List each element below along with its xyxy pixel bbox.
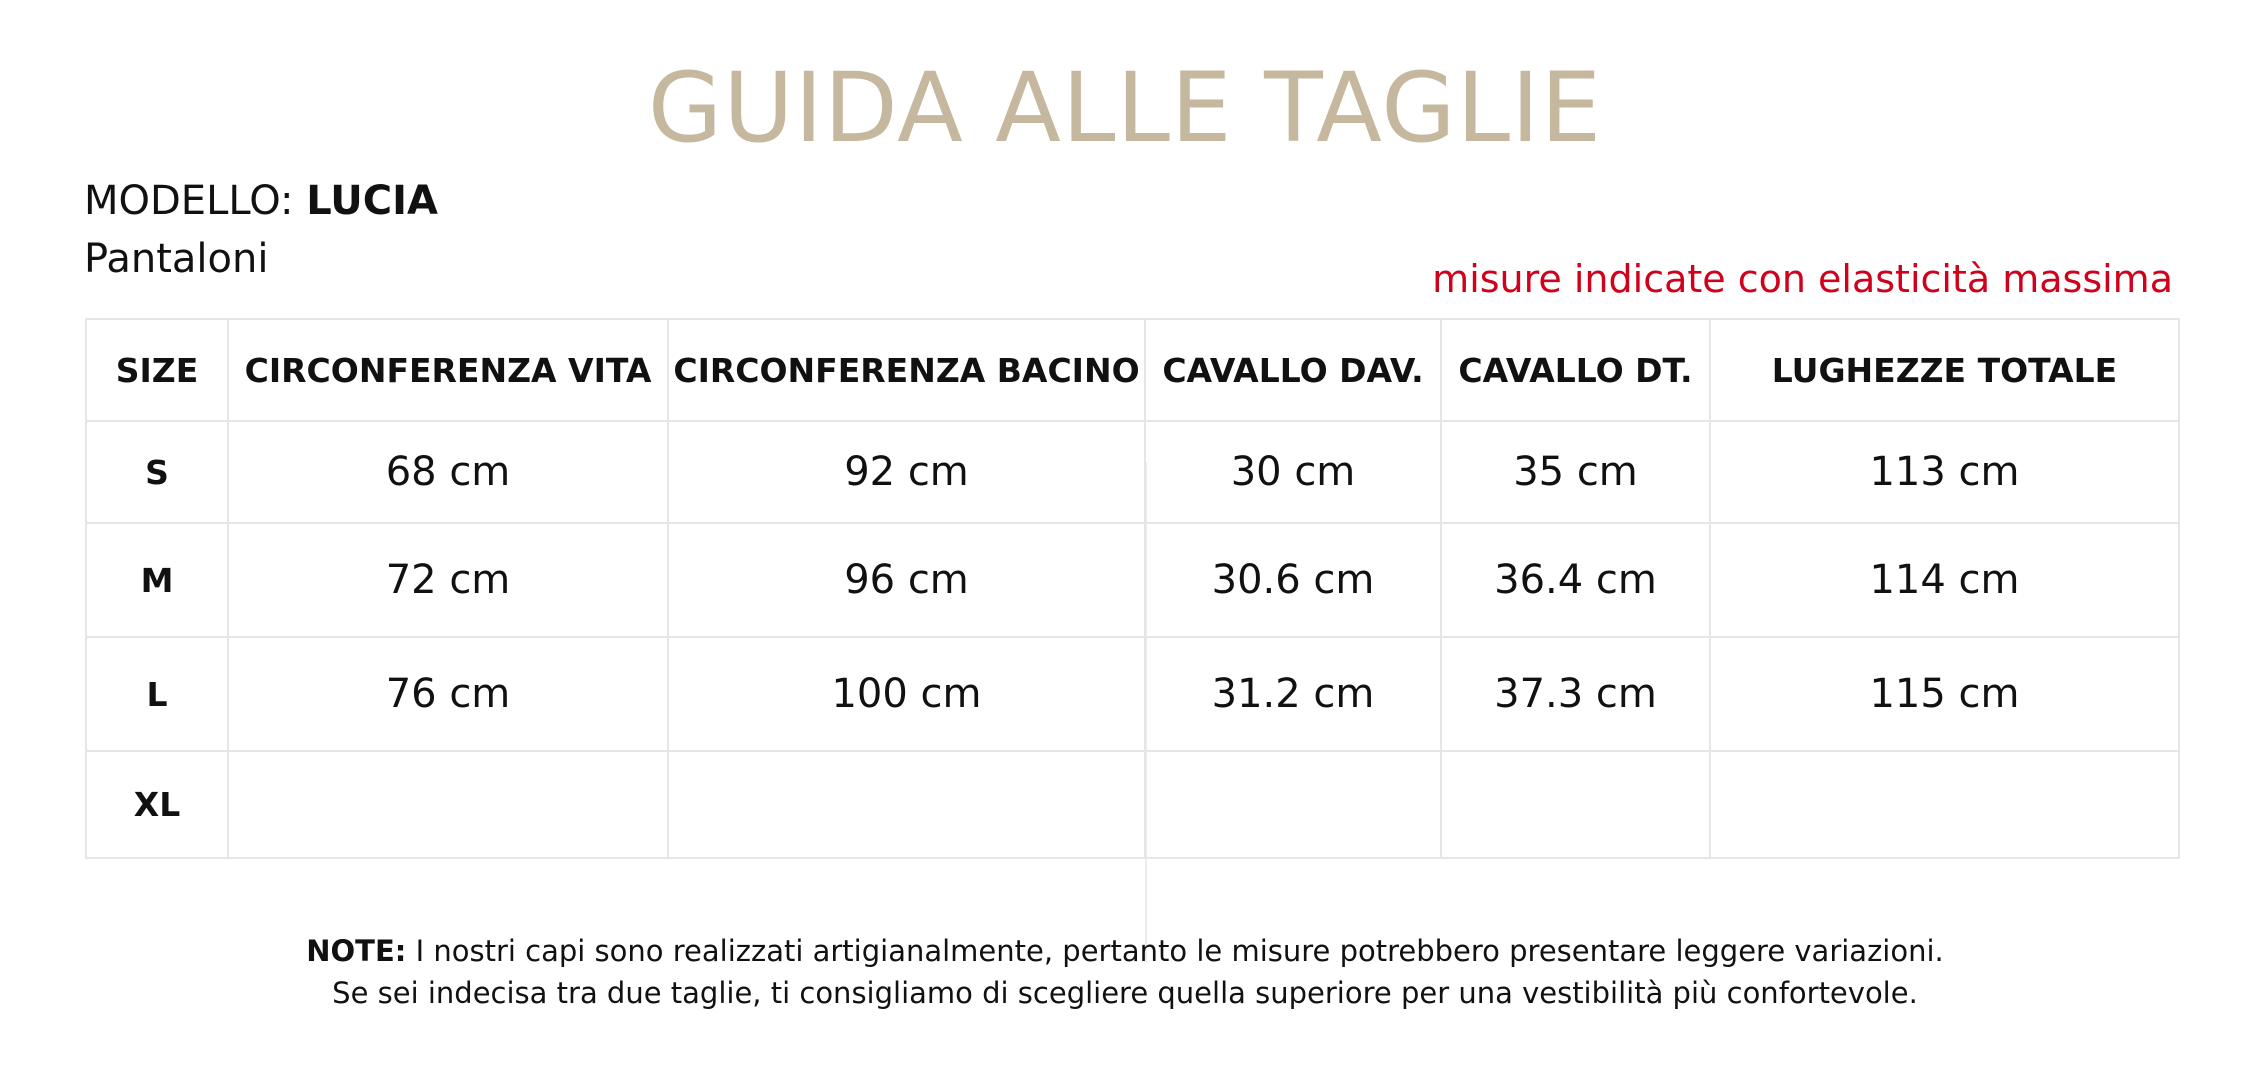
- size-label: M: [86, 523, 228, 637]
- table-cell: 96 cm: [668, 523, 1145, 637]
- column-header-total-length: LUGHEZZE TOTALE: [1710, 319, 2179, 421]
- table-cell: [1710, 751, 2179, 858]
- table-cell: 100 cm: [668, 637, 1145, 751]
- model-name: LUCIA: [306, 178, 438, 224]
- notes-text-1: I nostri capi sono realizzati artigianalmente, pertanto le misure potrebbero presentare leggere variazioni.: [406, 934, 1944, 968]
- table-cell: [1441, 751, 1710, 858]
- table-cell: 114 cm: [1710, 523, 2179, 637]
- table-row: [86, 637, 2179, 751]
- table-cell: 76 cm: [228, 637, 668, 751]
- table-row: [86, 523, 2179, 637]
- column-header-waist: CIRCONFERENZA VITA: [228, 319, 668, 421]
- notes-line-1: [0, 930, 2250, 972]
- column-header-back-rise: CAVALLO DT.: [1441, 319, 1710, 421]
- table-cell: 113 cm: [1710, 421, 2179, 523]
- size-chart-table: [85, 318, 2180, 859]
- table-cell: 36.4 cm: [1441, 523, 1710, 637]
- table-cell: 72 cm: [228, 523, 668, 637]
- size-label: L: [86, 637, 228, 751]
- table-cell: 30 cm: [1145, 421, 1441, 523]
- table-cell: 37.3 cm: [1441, 637, 1710, 751]
- page-title: GUIDA ALLE TAGLIE: [647, 52, 1603, 164]
- table-cell: 92 cm: [668, 421, 1145, 523]
- column-header-hip: CIRCONFERENZA BACINO: [668, 319, 1145, 421]
- size-label: S: [86, 421, 228, 523]
- table-cell: [1145, 751, 1441, 858]
- product-category: Pantaloni: [84, 236, 269, 282]
- table-cell: 35 cm: [1441, 421, 1710, 523]
- table-cell: 68 cm: [228, 421, 668, 523]
- table-cell: [228, 751, 668, 858]
- table-row: [86, 751, 2179, 858]
- column-header-size: SIZE: [86, 319, 228, 421]
- table-cell: 115 cm: [1710, 637, 2179, 751]
- column-header-front-rise: CAVALLO DAV.: [1145, 319, 1441, 421]
- model-line: [84, 176, 438, 226]
- size-label: XL: [86, 751, 228, 858]
- model-label: MODELLO:: [84, 178, 294, 224]
- table-row: [86, 421, 2179, 523]
- table-cell: [668, 751, 1145, 858]
- notes-block: [0, 930, 2250, 1014]
- table-cell: 30.6 cm: [1145, 523, 1441, 637]
- notes-line-2: Se sei indecisa tra due taglie, ti consigliamo di scegliere quella superiore per una vestibilità più confortevole.: [332, 976, 1918, 1010]
- notes-label: NOTE:: [306, 934, 407, 968]
- table-cell: 31.2 cm: [1145, 637, 1441, 751]
- elasticity-note: misure indicate con elasticità massima: [1432, 257, 2173, 301]
- table-header-row: [86, 319, 2179, 421]
